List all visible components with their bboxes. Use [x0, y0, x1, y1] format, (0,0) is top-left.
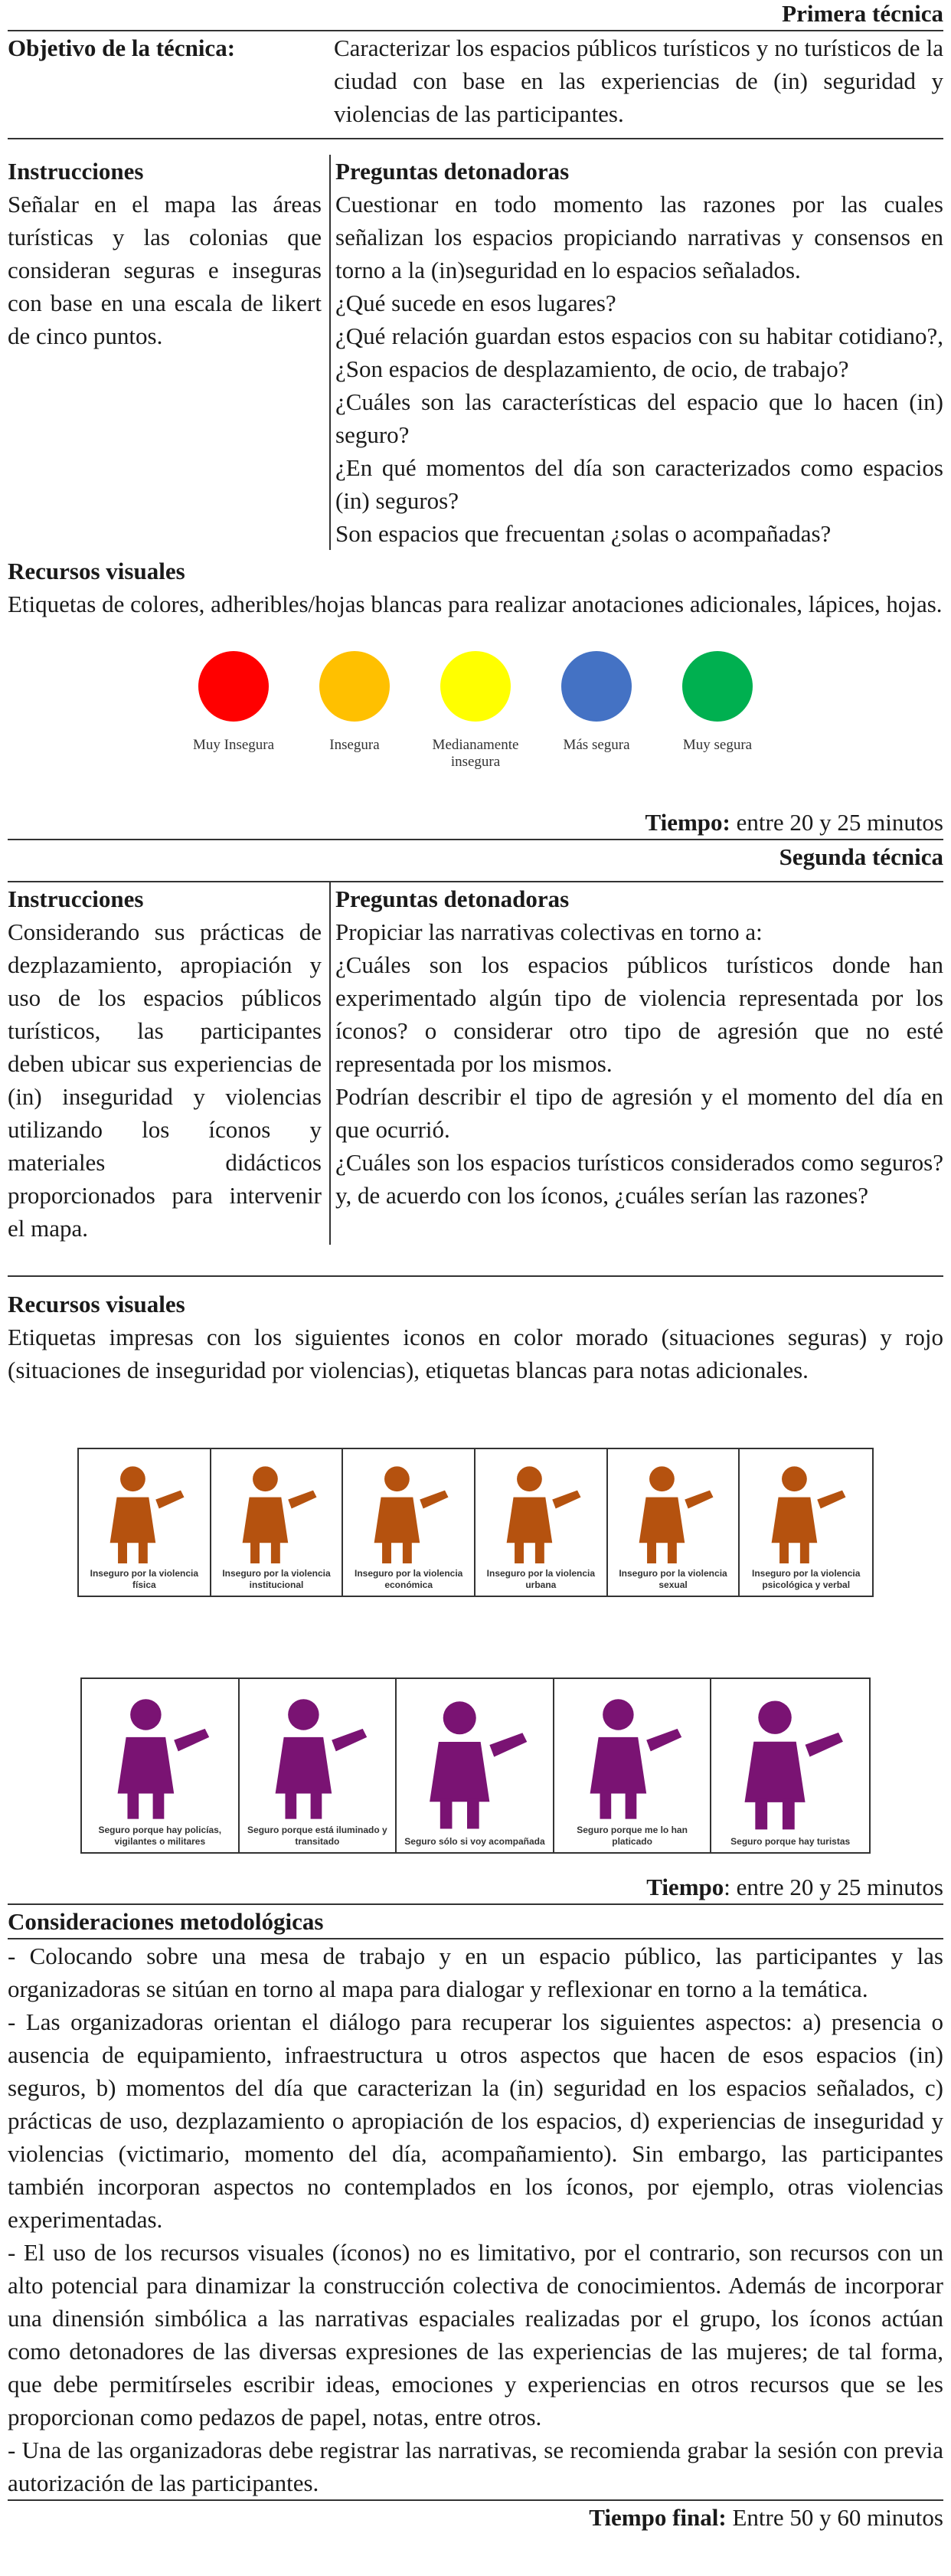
likert-item [672, 651, 763, 771]
likert-label: Medianamente insegura [432, 737, 519, 770]
likert-item [188, 651, 279, 771]
icon-card [240, 1679, 397, 1852]
pictogram-icon [214, 1454, 339, 1568]
recursos-label: Recursos visuales [8, 558, 185, 584]
recursos-text: Etiquetas impresas con los siguientes iconos en color morado (situaciones seguras) y rojo (situaciones de inseguridad por violencias), etiquetas blancas para notas adicionales. [8, 1324, 943, 1383]
pregunta: Podrían describir el tipo de agresión y el momento del día en que ocurrió. [335, 1083, 943, 1143]
pictogram-icon [243, 1684, 393, 1825]
primera-tiempo: Tiempo: entre 20 y 25 minutos [645, 809, 943, 836]
icon-card [397, 1679, 554, 1852]
color-dot [319, 651, 390, 722]
pictogram-icon [557, 1684, 708, 1825]
pictogram-icon [400, 1684, 550, 1836]
pregunta: ¿Qué relación guardan estos espacios con su habitar cotidiano?, ¿Son espacios de desplazamiento, de ocio, de trabajo? [335, 322, 943, 382]
likert-scale [8, 651, 943, 771]
pregunta: Cuestionar en todo momento las razones por las cuales señalizan los espacios propiciando narrativas y consensos en torno a la (in)seguridad en lo espacios señalados. [335, 191, 943, 283]
pregunta: ¿En qué momentos del día son caracterizados como espacios (in) seguros? [335, 454, 943, 514]
likert-item [309, 651, 400, 771]
consideraciones-body [8, 1939, 943, 2499]
color-dot [440, 651, 511, 722]
icon-label: Seguro porque está iluminado y transitado [247, 1825, 387, 1847]
paragraph: - Colocando sobre una mesa de trabajo y en un espacio público, las participantes y las organizadoras se sitúan en torno al mapa para dialogar y reflexionar en torno a la temática. [8, 1943, 943, 2002]
paragraph: - Una de las organizadoras debe registrar las narrativas, se recomienda grabar la sesión con previa autorización de las participantes. [8, 2437, 943, 2496]
icon-label: Inseguro por la violencia psicológica y verbal [752, 1568, 861, 1590]
icon-card [476, 1449, 608, 1596]
icon-label: Seguro porque hay policías, vigilantes o militares [98, 1825, 222, 1847]
likert-label: Insegura [329, 737, 380, 753]
icon-label: Seguro porque hay turistas [730, 1836, 851, 1847]
segunda-instrucciones-row [8, 882, 943, 1245]
pictogram-icon [82, 1454, 207, 1568]
color-dot [682, 651, 753, 722]
instrucciones-label: Instrucciones [8, 885, 144, 912]
icon-card [79, 1449, 211, 1596]
icon-label: Seguro porque me lo han platicado [577, 1825, 688, 1847]
pregunta: ¿Cuáles son los espacios públicos turísticos donde han experimentado algún tipo de violencia representada por los íconos? o considerar otro tipo de agresión que no esté representada por los mismos. [335, 951, 943, 1077]
pregunta: ¿Cuáles son los espacios turísticos considerados como seguros? y, de acuerdo con los íconos, ¿cuáles serían las razones? [335, 1149, 943, 1209]
icon-label: Seguro sólo si voy acompañada [404, 1836, 545, 1847]
objetivo-label: Objetivo de la técnica: [8, 34, 236, 61]
instrucciones-text: Señalar en el mapa las áreas turísticas y las colonias que consideran seguras e inseguras con base en una escala de likert de cinco puntos. [8, 191, 322, 349]
likert-label: Muy Insegura [192, 737, 275, 753]
likert-label: Más segura [563, 737, 630, 753]
paragraph: - Las organizadoras orientan el diálogo para recuperar los siguientes aspectos: a) presencia o ausencia de equipamiento, infraestructura u otros aspectos que hacen de esos espacios (in) seguros, b) momentos del día que caracterizan la (in) seguridad en los espacios señalados, c) prácticas de uso, dezplazamiento o apropiación de los espacios, d) experiencias de inseguridad y violencias (victimario, momento del día, acompañamiento). Sin embargo, las participantes también incorporan aspectos no contemplados en los íconos, por ejemplo, otras violencias experimentadas. [8, 2008, 943, 2233]
pregunta: Son espacios que frecuentan ¿solas o acompañadas? [335, 520, 832, 547]
objetivo-text: Caracterizar los espacios públicos turísticos y no turísticos de la ciudad con base en las experiencias de (in) seguridad y violencias de las participantes. [334, 34, 943, 127]
color-dot [198, 651, 269, 722]
icon-label: Inseguro por la violencia sexual [619, 1568, 727, 1590]
inseguro-icons [77, 1448, 874, 1597]
instrucciones-text: Considerando sus prácticas de dezplazamiento, apropiación y uso de los espacios públicos turísticos, las participantes deben ubicar sus experiencias de (in) inseguridad y violencias utilizando los íconos y materiales didácticos proporcionados para intervenir el mapa. [8, 918, 322, 1242]
icon-card [343, 1449, 476, 1596]
pictogram-icon [85, 1684, 235, 1825]
icon-card [554, 1679, 712, 1852]
icon-card [82, 1679, 240, 1852]
icon-card [608, 1449, 740, 1596]
seguro-icons [80, 1678, 871, 1854]
likert-item [551, 651, 642, 771]
preguntas-label: Preguntas detonadoras [335, 158, 570, 185]
recursos-label: Recursos visuales [8, 1291, 185, 1317]
pictogram-icon [611, 1454, 736, 1568]
instrucciones-label: Instrucciones [8, 158, 144, 185]
pictogram-icon [743, 1454, 869, 1568]
likert-label: Muy segura [682, 737, 753, 753]
segunda-tecnica-title: Segunda técnica [779, 843, 943, 870]
icon-label: Inseguro por la violencia física [90, 1568, 199, 1590]
pictogram-icon [346, 1454, 471, 1568]
icon-label: Inseguro por la violencia económica [354, 1568, 463, 1590]
icon-label: Inseguro por la violencia urbana [486, 1568, 596, 1590]
primera-tecnica-title: Primera técnica [782, 0, 943, 27]
icon-card [740, 1449, 872, 1596]
pregunta: ¿Cuáles son las características del espacio que lo hacen (in) seguro? [335, 388, 943, 448]
likert-item [430, 651, 521, 771]
preguntas-label: Preguntas detonadoras [335, 885, 570, 912]
color-dot [561, 651, 632, 722]
consideraciones-title: Consideraciones metodológicas [8, 1908, 324, 1935]
pregunta: Propiciar las narrativas colectivas en torno a: [335, 918, 763, 945]
objetivo-row [8, 31, 943, 138]
icon-label: Inseguro por la violencia institucional [222, 1568, 331, 1590]
pictogram-icon [479, 1454, 603, 1568]
pregunta: ¿Qué sucede en esos lugares? [335, 290, 616, 316]
paragraph: - El uso de los recursos visuales (íconos) no es limitativo, por el contrario, son recursos con un alto potencial para dinamizar la construcción colectiva de conocimientos. Además de incorporar una dinensión simbólica a las narrativas espaciales realizadas por el grupo, los íconos actúan como detonadores de las diversas expresiones de las experiencias de las mujeres; de tal forma, que debe permitírseles escribir ideas, emociones y experiencias en otros recursos que se les proporcionan como pedazos de papel, notas, entre otros. [8, 2239, 943, 2430]
icon-card [711, 1679, 869, 1852]
tiempo-final: Tiempo final: Entre 50 y 60 minutos [589, 2504, 943, 2531]
primera-instrucciones-row [8, 155, 943, 550]
pictogram-icon [714, 1684, 866, 1836]
icon-card [211, 1449, 344, 1596]
segunda-tiempo: Tiempo: entre 20 y 25 minutos [646, 1874, 943, 1900]
recursos-text: Etiquetas de colores, adheribles/hojas blancas para realizar anotaciones adicionales, lápices, hojas. [8, 591, 943, 617]
